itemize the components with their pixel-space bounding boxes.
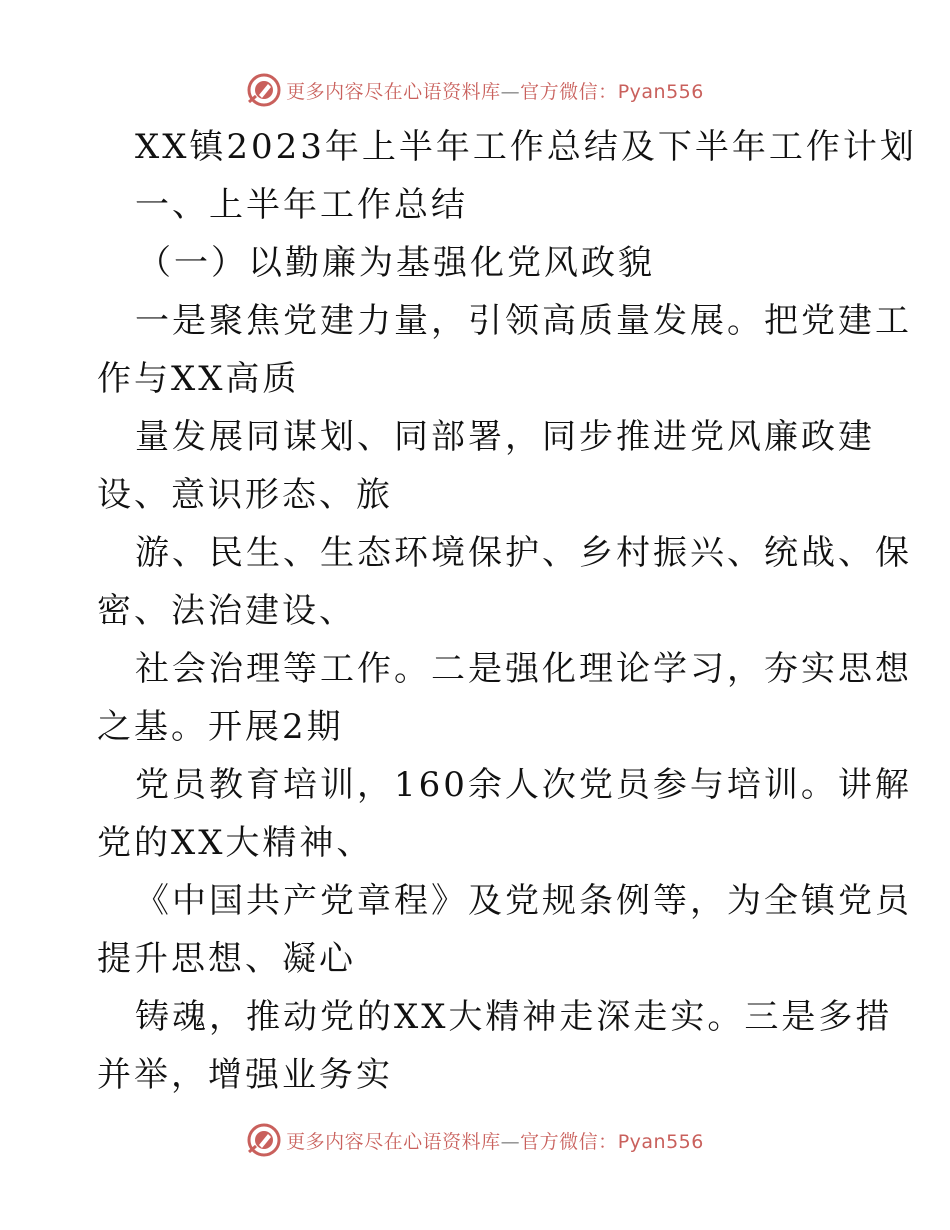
watermark-brand: 更多内容尽在心语资料库 [286,80,501,103]
footer-watermark [0,1120,950,1160]
paragraph-line: 游、民生、生态环境保护、乡村振兴、统战、保 [135,533,912,573]
paragraph-line: 作与XX高质 [97,359,300,399]
paragraph-line: 提升思想、凝心 [97,939,356,979]
paragraph-line: 量发展同谋划、同部署，同步推进党风廉政建 [135,417,875,457]
paragraph-line: 《中国共产党章程》及党规条例等，为全镇党员 [135,881,912,921]
watermark-brand: 更多内容尽在心语资料库 [286,1130,501,1153]
watermark-id: Pyan556 [617,1130,704,1153]
paragraph-line: 设、意识形态、旅 [97,475,393,515]
section-heading: 一、上半年工作总结 [135,185,468,225]
document-body [97,118,917,1104]
pen-logo-icon [246,72,282,108]
pen-logo-icon [246,1122,282,1158]
paragraph-line: 党员教育培训，160余人次党员参与培训。讲解 [135,765,912,805]
header-watermark [0,70,950,110]
watermark-official: 官方微信： [520,80,618,103]
watermark-official: 官方微信： [520,1130,618,1153]
paragraph-line: 社会治理等工作。二是强化理论学习，夯实思想 [135,649,912,689]
watermark-dash: — [500,1130,521,1153]
paragraph-line: 党的XX大精神、 [97,823,374,863]
document-title: XX镇2023年上半年工作总结及下半年工作计划 [135,127,917,167]
paragraph-line: 之基。开展2期 [97,707,344,747]
paragraph-line: 铸魂，推动党的XX大精神走深走实。三是多措 [135,997,893,1037]
watermark-text [286,1127,704,1154]
watermark-text [286,77,704,104]
watermark-id: Pyan556 [617,80,704,103]
watermark-dash: — [500,80,521,103]
subsection-heading: （一）以勤廉为基强化党风政貌 [137,243,655,283]
paragraph-line: 一是聚焦党建力量，引领高质量发展。把党建工 [135,301,912,341]
paragraph-line: 并举，增强业务实 [97,1055,393,1095]
paragraph-line: 密、法治建设、 [97,591,356,631]
